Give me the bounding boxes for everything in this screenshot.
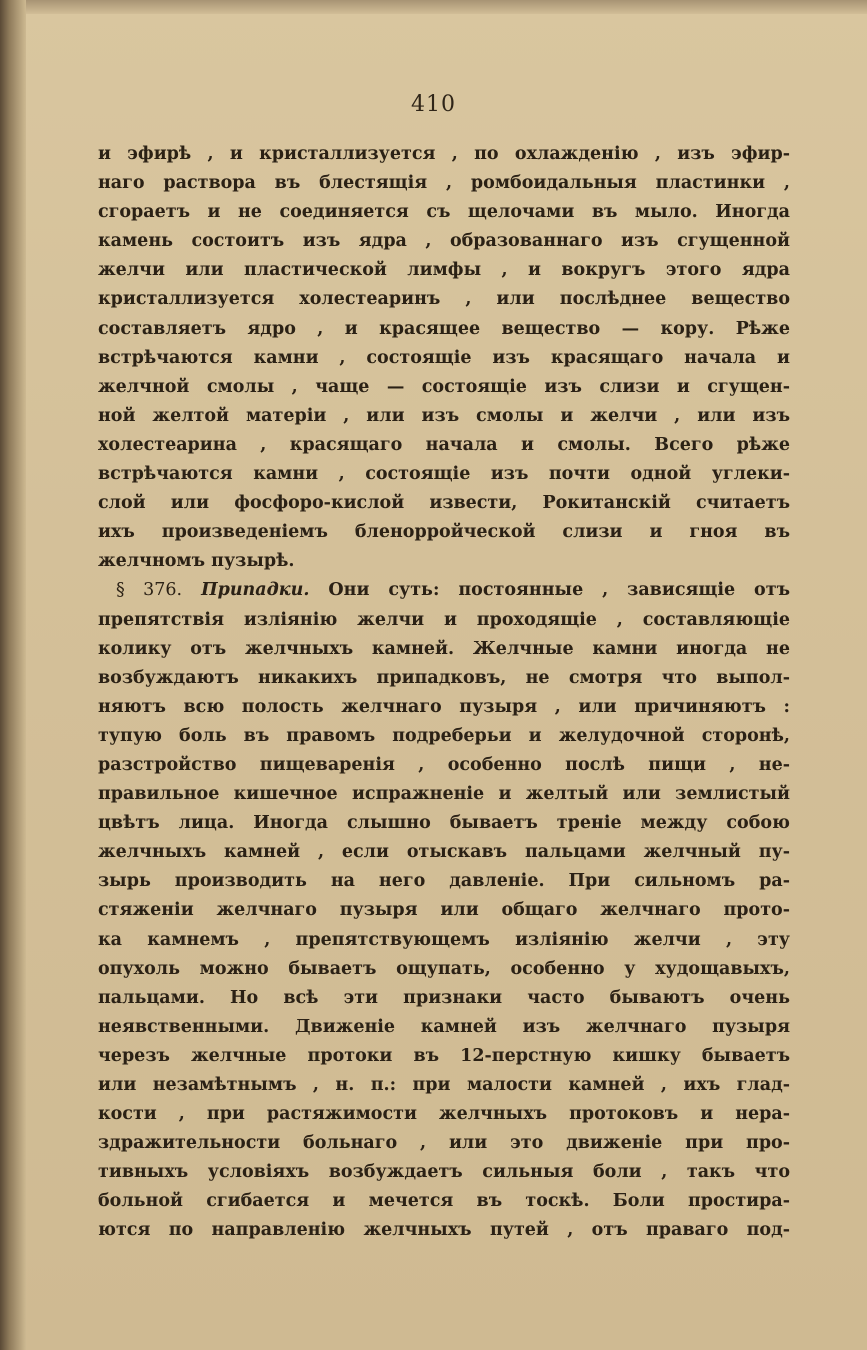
text-line: встрѣчаются камни , состоящіе изъ почти одной углеки- <box>98 464 790 485</box>
text-line: тупую боль въ правомъ подреберьи и желудочной сторонѣ, <box>98 725 790 746</box>
text-line: кристаллизуется холестеаринъ , или послѣднее вещество <box>98 289 790 310</box>
text-line: разстройство пищеваренія , особенно послѣ пищи , не- <box>98 754 790 775</box>
text-line: ка камнемъ , препятствующемъ изліянію желчи , эту <box>98 929 790 950</box>
text-line: пальцами. Но всѣ эти признаки часто бываютъ очень <box>98 987 790 1008</box>
text-line: встрѣчаются камни , состоящіе изъ красящаго начала и <box>98 347 790 368</box>
text-line: и эфирѣ , и кристаллизуется , по охлажденію , изъ эфир- <box>98 144 790 164</box>
text-line: ной желтой матеріи , или изъ смолы и желчи , или изъ <box>98 405 790 426</box>
text-line: цвѣтъ лица. Иногда слышно бываетъ треніе между собою <box>98 813 790 834</box>
text-line: няютъ всю полость желчнаго пузыря , или причиняютъ : <box>98 696 790 717</box>
page-number: 410 <box>411 92 456 117</box>
section-number: § 376. <box>116 580 183 601</box>
text-line: кости , при растяжимости желчныхъ протоковъ и нера- <box>98 1104 790 1125</box>
paragraph-2 <box>98 576 790 1245</box>
text-line: или незамѣтнымъ , н. п.: при малости камней , ихъ глад- <box>98 1075 790 1095</box>
body-text <box>98 140 790 1246</box>
text-line: Они суть: постоянные , зависящіе отъ <box>328 580 790 601</box>
text-line: возбуждаютъ никакихъ припадковъ, не смотря что выпол- <box>98 667 790 688</box>
text-line: препятствія изліянію желчи и проходящіе , составляющіе <box>98 609 790 630</box>
text-line: слой или фосфоро-кислой извести, Рокитанскій считаетъ <box>98 493 790 514</box>
paragraph-1 <box>98 140 790 576</box>
text-line: черезъ желчные протоки въ 12-перстную кишку бываетъ <box>98 1045 790 1066</box>
text-line: составляетъ ядро , и красящее вещество — кору. Рѣже <box>98 318 790 339</box>
page-binding-edge <box>0 0 26 1350</box>
text-line: колику отъ желчныхъ камней. Желчные камни иногда не <box>98 638 790 659</box>
text-line: тивныхъ условіяхъ возбуждаетъ сильныя боли , такъ что <box>98 1162 790 1183</box>
text-line: здражительности больнаго , или это движеніе при про- <box>98 1133 790 1154</box>
text-line: ются по направленію желчныхъ путей , отъ праваго под- <box>98 1220 790 1241</box>
section-heading: Припадки. <box>201 580 310 601</box>
text-line: камень состоитъ изъ ядра , образованнаго изъ сгущенной <box>98 231 790 252</box>
text-line: желчи или пластической лимфы , и вокругъ этого ядра <box>98 260 790 281</box>
text-line: опухоль можно бываетъ ощупать, особенно у худощавыхъ, <box>98 958 790 979</box>
text-line: больной сгибается и мечется въ тоскѣ. Боли простира- <box>98 1191 790 1212</box>
text-line: стяженіи желчнаго пузыря или общаго желчнаго прото- <box>98 900 790 921</box>
text-line: наго раствора въ блестящія , ромбоидальныя пластинки , <box>98 173 790 194</box>
section-first-line <box>98 576 790 605</box>
text-line: желчной смолы , чаще — состоящіе изъ слизи и сгущен- <box>98 376 790 397</box>
text-line: желчномъ пузырѣ. <box>98 551 295 572</box>
text-line: сгораетъ и не соединяется съ щелочами въ мыло. Иногда <box>98 202 790 223</box>
text-line: неявственными. Движеніе камней изъ желчнаго пузыря <box>98 1016 790 1037</box>
text-line: желчныхъ камней , если отыскавъ пальцами желчный пу- <box>98 842 790 863</box>
page-top-edge <box>0 0 867 14</box>
text-line: правильное кишечное испражненіе и желтый или землистый <box>98 784 790 805</box>
text-line: зырь производить на него давленіе. При сильномъ ра- <box>98 871 790 892</box>
text-line: холестеарина , красящаго начала и смолы. Всего рѣже <box>98 434 790 455</box>
text-line: ихъ произведеніемъ бленорройческой слизи и гноя въ <box>98 522 790 543</box>
